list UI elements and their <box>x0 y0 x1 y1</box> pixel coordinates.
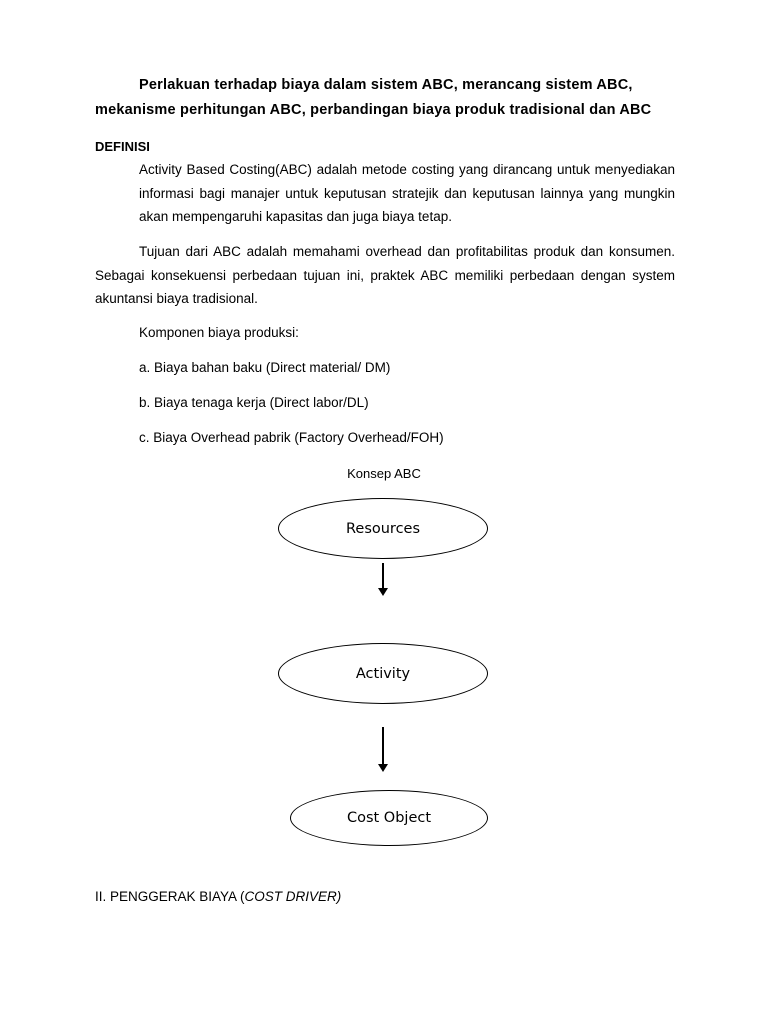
section-heading-definisi: DEFINISI <box>95 139 150 154</box>
section-heading-cost-driver <box>95 889 341 904</box>
diagram-node-resources: Resources <box>278 498 488 559</box>
section-heading-prefix: II. PENGGERAK BIAYA ( <box>95 889 245 904</box>
arrow-down-icon <box>382 563 384 589</box>
arrow-down-icon <box>382 727 384 765</box>
list-item: a. Biaya bahan baku (Direct material/ DM) <box>139 360 391 375</box>
title-line-1: Perlakuan terhadap biaya dalam sistem ABC, merancang sistem ABC, <box>139 77 633 93</box>
section-heading-italic: COST DRIVER) <box>244 889 342 904</box>
components-intro: Komponen biaya produksi: <box>139 325 299 340</box>
diagram-node-cost-object: Cost Object <box>290 790 488 846</box>
diagram-node-activity: Activity <box>278 643 488 704</box>
paragraph-purpose: Tujuan dari ABC adalah memahami overhead dan profitabilitas produk dan konsumen. Sebagai konsekuensi perbedaan tujuan ini, praktek ABC memiliki perbedaan dengan system akuntansi biaya tradisional. <box>95 244 675 306</box>
list-item: b. Biaya tenaga kerja (Direct labor/DL) <box>139 395 369 410</box>
title-line-2: mekanisme perhitungan ABC, perbandingan biaya produk tradisional dan ABC <box>95 102 652 118</box>
list-item: c. Biaya Overhead pabrik (Factory Overhead/FOH) <box>139 430 444 445</box>
diagram-caption: Konsep ABC <box>347 466 421 481</box>
paragraph-definition: Activity Based Costing(ABC) adalah metode costing yang dirancang untuk menyediakan informasi bagi manajer untuk keputusan stratejik dan keputusan lainnya yang mungkin akan mempengaruhi kapasitas dan juga biaya tetap. <box>139 162 675 224</box>
